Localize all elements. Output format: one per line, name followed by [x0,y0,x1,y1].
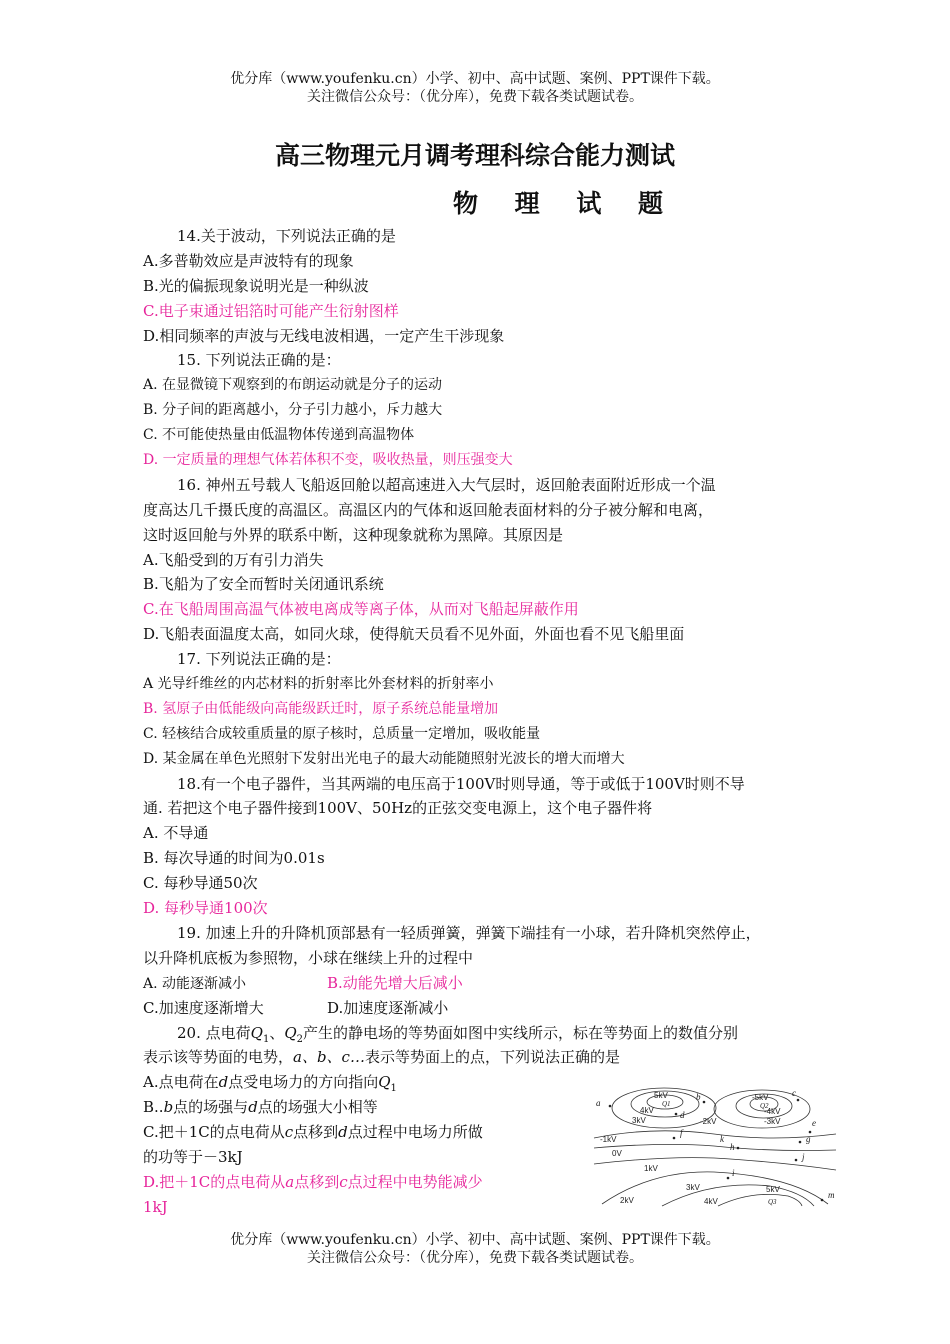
figure-point-e: e [812,1118,816,1128]
q20-a-mid: 点受电场力的方向指向 [228,1073,379,1092]
figure-point-g: g [806,1134,811,1144]
figure-charge-q1: Q1 [662,1100,671,1108]
q14-option-d: D.相同频率的声波与无线电波相遇，一定产生干涉现象 [143,326,505,345]
q17-option-d: D. 某金属在单色光照射下发射出光电子的最大动能随照射光波长的增大而增大 [143,750,625,767]
q14-option-c: C.电子束通过铝箔时可能产生衍射图样 [143,301,399,320]
q16-option-c: C.在飞船周围高温气体被电离成等离子体，从而对飞船起屏蔽作用 [143,600,579,619]
figure-label-4kv-bottom: 4kV [704,1197,718,1206]
figure-label-3kv-bottom: 3kV [686,1183,700,1192]
q20-option-c-line-2: 的功等于－3kJ [143,1147,243,1166]
q19-options-row-2 [143,996,823,1021]
q20-a-pre: A.点电荷在 [143,1073,219,1092]
q20-d-mid: 点移到 [294,1172,340,1191]
q20-c-point-2: d [338,1123,348,1142]
q18-option-c: C. 每秒导通50次 [143,874,258,893]
q18-stem-2: 通. 若把这个电子器件接到100V、50Hz的正弦交变电源上，这个电子器件将 [143,799,653,818]
q20-c-point-1: c [284,1123,294,1142]
figure-point-d: d [680,1110,685,1120]
page-subtitle: 物 理 试 题 [452,189,678,218]
q20-b-point-1: b [163,1098,174,1117]
figure-label-minus-1kv: -1kV [600,1135,617,1144]
q18-stem-1: 18.有一个电子器件，当其两端的电压高于100V时则导通，等于或低于100V时则不导 [177,774,745,793]
q20-c-pre: C.把＋1C的点电荷从 [143,1123,285,1142]
q16-option-a: A.飞船受到的万有引力消失 [143,550,324,569]
figure-point-a: a [596,1098,601,1108]
q20-charge-q2: Q [284,1023,297,1042]
q18-option-a: A. 不导通 [143,824,209,843]
equipotential-0v [594,1144,836,1150]
figure-point-m: m [828,1190,835,1200]
figure-label-5kv-bottom: 5kV [766,1185,780,1194]
equipotential-minus-1kv [594,1131,836,1138]
q18-option-d: D. 每秒导通100次 [143,899,268,918]
q15-option-b: B. 分子间的距离越小，分子引力越小，斥力越大 [143,402,443,419]
q16-stem-1: 16. 神州五号载人飞船返回舱以超高速进入大气层时，返回舱表面附近形成一个温 [177,475,716,494]
q20-d-point-1: a [285,1172,295,1191]
q16-stem-2: 度高达几千摄氏度的高温区。高温区内的气体和返回舱表面材料的分子被分解和电离， [143,500,714,519]
q15-option-a: A. 在显微镜下观察到的布朗运动就是分子的运动 [143,377,443,394]
q20-a-charge: Q [378,1073,391,1092]
figure-point-i: i [732,1168,735,1178]
q19-options-row-1 [143,971,823,996]
q20-stem-2-points: a、b、c… [293,1048,365,1067]
q20-d-point-2: c [339,1172,348,1191]
q20-stem-2-post: 表示等势面上的点，下列说法正确的是 [364,1048,620,1067]
page-title: 高三物理元月调考理科综合能力测试 [274,141,675,170]
q20-charge-q1: Q [250,1023,263,1042]
figure-label-minus-5kv: -5kV [752,1093,769,1102]
q18-option-b: B. 每次导通的时间为0.01s [143,849,325,868]
header-line-2: 关注微信公众号：（优分库），免费下载各类试题试卷。 [307,89,643,105]
q19-option-a: A. 动能逐渐减小 [143,975,247,992]
q19-stem-1: 19. 加速上升的升降机顶部悬有一轻质弹簧，弹簧下端挂有一小球，若升降机突然停止， [177,923,761,942]
figure-label-2kv: 2kV [620,1196,634,1205]
figure-label-minus-2kv: -2kV [700,1117,717,1126]
figure-point-f: f [680,1128,683,1138]
figure-charge-q3: Q3 [768,1198,777,1206]
q16-option-b: B.飞船为了安全而暂时关闭通讯系统 [143,575,384,594]
q14-option-b: B.光的偏振现象说明光是一种纵波 [143,276,369,295]
q20-stem-1-pre: 20. 点电荷 [177,1023,251,1042]
q20-c-mid: 点移到 [293,1123,339,1142]
q17-option-c: C. 轻核结合成较重质量的原子核时，总质量一定增加，吸收能量 [143,725,541,742]
q14-option-a: A.多普勒效应是声波特有的现象 [143,251,354,270]
figure-label-minus-4kv: -4kV [764,1107,781,1116]
figure-point-c: c [792,1088,796,1098]
equipotential-1kv [594,1158,836,1170]
q20-b-post: 点的场强大小相等 [257,1098,378,1117]
equipotential-q3-mid [662,1185,814,1206]
figure-point-j: j [802,1152,805,1162]
q20-stem-1-post: 产生的静电场的等势面如图中实线所示，标在等势面上的数值分别 [303,1023,739,1042]
q20-c-post: 点过程中电场力所做 [347,1123,483,1142]
q17-stem: 17. 下列说法正确的是： [177,650,341,669]
q15-stem: 15. 下列说法正确的是： [177,351,341,370]
q20-d-post: 点过程中电势能减少 [347,1172,483,1191]
q20-stem-2-pre: 表示该等势面的电势， [143,1048,294,1067]
questions [143,224,823,1220]
figure-label-5kv: 5kV [654,1091,668,1100]
figure-label-0v: 0V [612,1149,622,1158]
q20-charge-q1-sub: 1 [262,1033,270,1045]
equipotential-q3-inner [718,1194,802,1206]
footer-line-1: 优分库（www.youfenku.cn）小学、初中、高中试题、案例、PPT课件下载。 [230,1232,720,1248]
q17-option-a: A 光导纤维丝的内芯材料的折射率比外套材料的折射率小 [143,676,494,693]
equipotential-figure [592,1086,838,1208]
figure-charge-q2: Q2 [760,1102,769,1110]
figure-label-minus-3kv: -3kV [764,1117,781,1126]
footer-line-2: 关注微信公众号：（优分库），免费下载各类试题试卷。 [307,1250,643,1266]
q16-stem-3: 这时返回舱与外界的联系中断，这种现象就称为黑障。其原因是 [143,525,564,544]
q19-option-c: C.加速度逐渐增大 [143,998,264,1017]
figure-label-1kv: 1kV [644,1164,658,1173]
q17-option-b: B. 氢原子由低能级向高能级跃迁时，原子系统总能量增加 [143,700,499,717]
q20-b-mid: 点的场强与 [173,1098,249,1117]
q20-b-pre: B.. [143,1098,164,1117]
q20-stem-2 [143,1045,823,1070]
figure-label-4kv: 4kV [640,1106,654,1115]
header-line-1: 优分库（www.youfenku.cn）小学、初中、高中试题、案例、PPT课件下载。 [230,71,720,87]
q20-a-point: d [218,1073,229,1092]
q20-b-point-2: d [248,1098,258,1117]
q14-stem: 14.关于波动，下列说法正确的是 [177,227,396,245]
q20-stem-1 [143,1021,823,1046]
figure-point-k: k [720,1134,724,1144]
q20-option-d-line-2: 1kJ [143,1197,168,1216]
q15-option-d: D. 一定质量的理想气体若体积不变，吸收热量，则压强变大 [143,452,513,469]
q20-separator: 、 [269,1023,285,1042]
q19-option-b: B.动能先增大后减小 [327,973,463,992]
q20-charge-q2-sub: 2 [296,1033,304,1045]
q15-option-c: C. 不可能使热量由低温物体传递到高温物体 [143,427,415,444]
figure-point-h: h [730,1142,735,1152]
figure-label-3kv: 3kV [632,1116,646,1125]
q20-d-pre: D.把＋1C的点电荷从 [143,1172,286,1191]
figure-point-b: b [696,1092,701,1102]
q16-option-d: D.飞船表面温度太高，如同火球，使得航天员看不见外面，外面也看不见飞船里面 [143,625,685,644]
q19-stem-2: 以升降机底板为参照物，小球在继续上升的过程中 [143,948,474,967]
q20-a-charge-sub: 1 [390,1083,397,1095]
q19-option-d: D.加速度逐渐减小 [327,998,449,1017]
